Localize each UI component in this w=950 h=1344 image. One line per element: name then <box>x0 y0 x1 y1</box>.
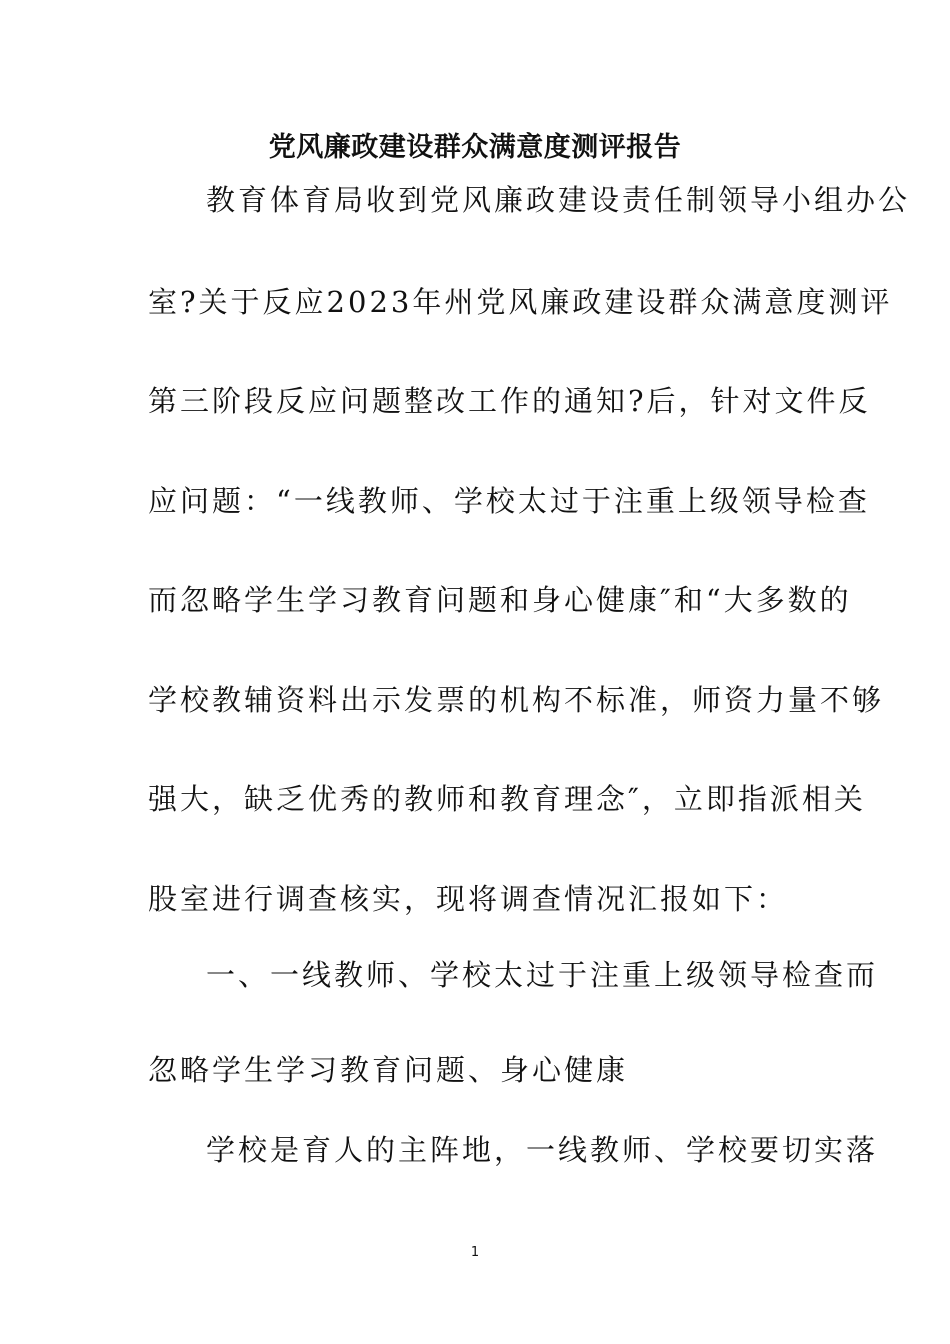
body-line-4: 应问题：“一线教师、学校太过于注重上级领导检查 <box>148 484 870 518</box>
body-line-6: 学校教辅资料出示发票的机构不标准，师资力量不够 <box>148 683 885 717</box>
body-line-5: 而忽略学生学习教育问题和身心健康″和“大多数的 <box>148 583 852 617</box>
body-line-7: 强大，缺乏优秀的教师和教育理念″，立即指派相关 <box>148 782 866 816</box>
body-line-8: 股室进行调查核实，现将调查情况汇报如下： <box>148 882 789 916</box>
body-line-9: 学校是育人的主阵地，一线教师、学校要切实落 <box>206 1133 879 1167</box>
document-title: 党风廉政建设群众满意度测评报告 <box>268 132 682 163</box>
body-line-2: 室?关于反应2023年州党风廉政建设群众满意度测评 <box>148 285 893 319</box>
body-line-1: 教育体育局收到党风廉政建设责任制领导小组办公 <box>206 183 911 217</box>
section-heading-line-1: 一、一线教师、学校太过于注重上级领导检查而 <box>206 958 879 992</box>
page-number: 1 <box>470 1245 480 1260</box>
body-line-3: 第三阶段反应问题整改工作的通知?后，针对文件反 <box>148 384 871 418</box>
section-heading-line-2: 忽略学生学习教育问题、身心健康 <box>148 1053 629 1087</box>
